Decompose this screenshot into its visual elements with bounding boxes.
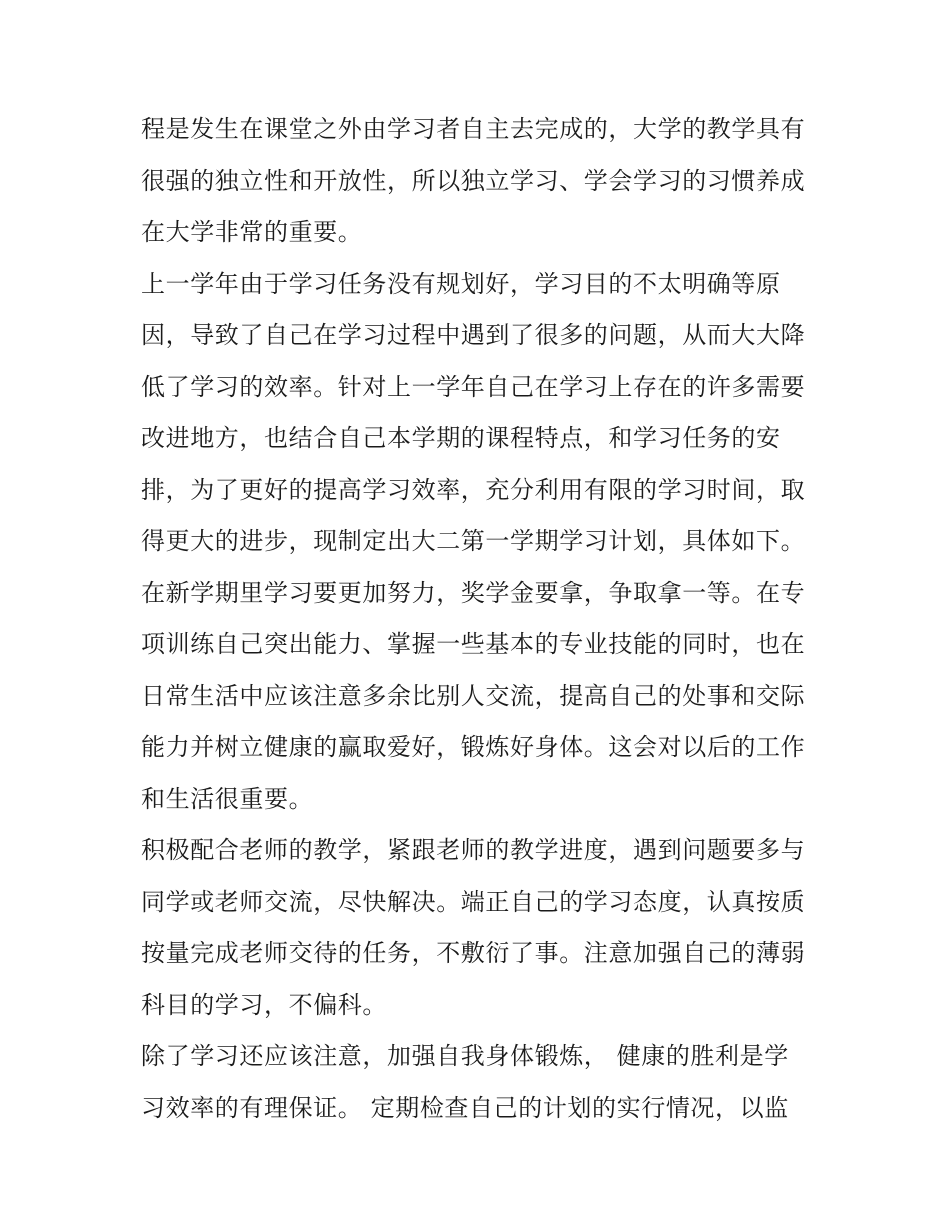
text-line: 排，为了更好的提高学习效率，充分利用有限的学习时间，取 (141, 475, 806, 504)
text-line: 程是发生在课堂之外由学习者自主去完成的，大学的教学具有 (141, 115, 806, 143)
text-line: 低了学习的效率。针对上一学年自己在学习上存在的许多需要 (141, 372, 806, 401)
text-line: 得更大的进步，现制定出大二第一学期学习计划，具体如下。 (141, 527, 806, 555)
text-line: 改进地方，也结合自己本学期的课程特点，和学习任务的安 (141, 424, 781, 452)
text-line: 积极配合老师的教学，紧跟老师的教学进度，遇到问题要多与 (141, 836, 806, 864)
document-body (141, 104, 821, 1134)
text-line: 因，导致了自己在学习过程中遇到了很多的问题，从而大大降 (141, 321, 806, 349)
text-line: 同学或老师交流，尽快解决。端正自己的学习态度，认真按质 (141, 887, 806, 916)
text-line: 上一学年由于学习任务没有规划好，学习目的不太明确等原 (141, 269, 781, 298)
text-line: 除了学习还应该注意，加强自我身体锻炼， 健康的胜利是学 (141, 1042, 789, 1070)
text-line: 能力并树立健康的赢取爱好，锻炼好身体。这会对以后的工作 (141, 733, 806, 761)
text-line: 科目的学习，不偏科。 (141, 990, 387, 1019)
text-line: 习效率的有理保证。 定期检查自己的计划的实行情况，以监 (141, 1093, 789, 1122)
text-line: 和生活很重要。 (141, 784, 314, 813)
text-line: 按量完成老师交待的任务，不敷衍了事。注意加强自己的薄弱 (141, 939, 806, 967)
text-line: 在新学期里学习要更加努力，奖学金要拿，争取拿一等。在专 (141, 578, 806, 607)
text-line: 项训练自己突出能力、掌握一些基本的专业技能的同时，也在 (141, 630, 806, 658)
text-line: 很强的独立性和开放性，所以独立学习、学会学习的习惯养成 (141, 166, 806, 195)
text-line: 在大学非常的重要。 (141, 218, 363, 246)
text-line: 日常生活中应该注意多余比别人交流，提高自己的处事和交际 (141, 681, 806, 710)
